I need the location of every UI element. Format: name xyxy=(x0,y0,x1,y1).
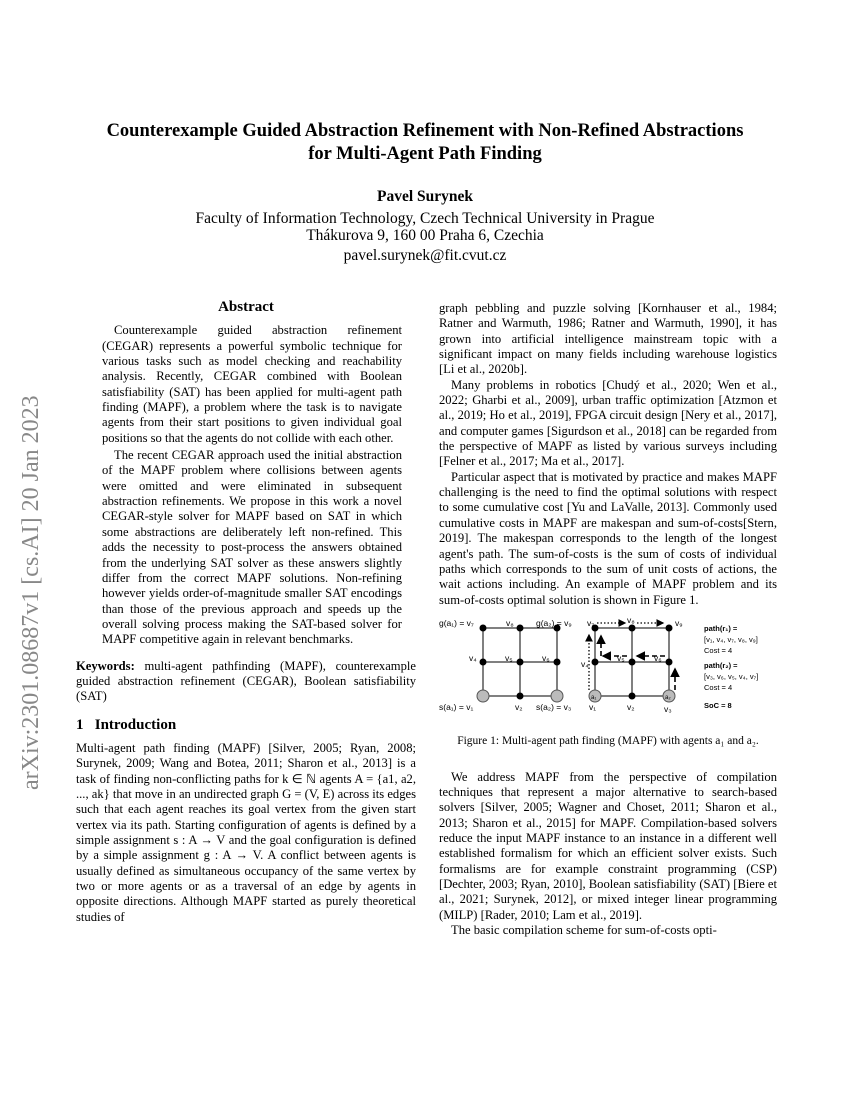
v5-left: v₅ xyxy=(505,652,513,663)
v2-left: v₂ xyxy=(515,701,523,712)
agent-a2-label: a₂ xyxy=(665,694,671,701)
author-name: Pavel Surynek xyxy=(376,188,474,205)
author-email[interactable]: pavel.surynek@fit.cvut.cz xyxy=(343,247,507,264)
path-r1-label: path(r₁) = xyxy=(704,623,738,633)
title-line-1: Counterexample Guided Abstraction Refinement with Non-Refined Abstractions xyxy=(106,121,744,141)
section-number: 1 xyxy=(76,716,84,733)
keywords xyxy=(76,659,416,705)
abstract-paragraph-2: The recent CEGAR approach used the initial abstraction of the MAPF problem where collisions between agents were omitted and were eliminated in subsequent abstraction refinements. We propose in this work a novel CEGAR-style solver for MAPF based on SAT in which some abstractions are deliberately left non-refined. This adds the necessity to post-process the answers obtained from the underlying SAT solver as these answers slightly differ from the correct MAPF solutions. Non-refining however yields order-of-magnitude smaller SAT encodings than those of the previous approach and speeds up the overall solving process making the SAT-based solver for MAPF competitive again in relevant benchmarks. xyxy=(102,448,402,647)
v2-right: v₂ xyxy=(627,701,635,712)
section-heading xyxy=(76,718,416,733)
abstract-body xyxy=(102,323,402,647)
abstract-paragraph-1: Counterexample guided abstraction refinement (CEGAR) represents a powerful symbolic technique for various tasks such as model checking and reachability analysis. Recently, CEGAR combined with Boolean satisfiability (SAT) has been applied for multi-agent path finding (MAPF), a problem where the task is to navigate agents from their start positions to given individual goal positions so that the agents do not collide with each other. xyxy=(102,323,402,445)
agent-a1-start xyxy=(477,690,489,702)
right-paragraph-5: The basic compilation scheme for sum-of-costs opti- xyxy=(451,923,717,937)
agent-a1-label: a₁ xyxy=(591,694,597,701)
left-column xyxy=(76,300,416,925)
title-line-2: for Multi-Agent Path Finding xyxy=(308,144,542,164)
v8-left: v₈ xyxy=(506,617,514,628)
affiliation-line-1: Faculty of Information Technology, Czech Technical University in Prague xyxy=(195,210,655,227)
path-r1-cost: Cost = 4 xyxy=(704,645,733,655)
affiliation xyxy=(60,210,790,264)
arxiv-identifier xyxy=(6,310,50,790)
v9-right: v₉ xyxy=(675,617,683,628)
right-column xyxy=(439,301,777,938)
figure-1-mapf-diagram xyxy=(439,618,777,718)
v7-right: v₇ xyxy=(587,617,595,628)
path-a2-arrows xyxy=(601,636,675,690)
path-r2-label: path(r₂) = xyxy=(704,660,738,670)
v5-right: v₅ xyxy=(617,652,625,663)
v6-left: v₆ xyxy=(542,652,550,663)
path-r2-cost: Cost = 4 xyxy=(704,682,733,692)
v3-right: v₃ xyxy=(664,703,672,714)
goal-a2-label: g(a₂) = v₉ xyxy=(536,617,572,628)
v1-right: v₁ xyxy=(589,701,597,712)
start-a1-label: s(a₁) = v₁ xyxy=(439,701,474,712)
paper-title xyxy=(60,120,790,166)
sum-of-costs: SoC = 8 xyxy=(704,700,732,710)
section-title: Introduction xyxy=(94,716,177,733)
arxiv-id-text: arXiv:2301.08687v1 [cs.AI] 20 Jan 2023 xyxy=(18,395,44,790)
figure-1-caption: Figure 1: Multi-agent path finding (MAPF) with agents a₁ and a₂. xyxy=(457,735,759,748)
keywords-label: Keywords: xyxy=(76,658,135,673)
abstract-heading: Abstract xyxy=(218,299,274,315)
path-r1-value: [v₁, v₄, v₇, v₈, v₉] xyxy=(704,634,758,644)
v8-right: v₈ xyxy=(627,617,635,625)
intro-paragraph-1: Multi-agent path finding (MAPF) [Silver, 2005; Ryan, 2008; Surynek, 2009; Wang and Botea, 2011; Sharon et al., 2013] is a task of finding non-conflicting paths for k ∈ ℕ agents A = {a1, a2, ..., ak} that move in an undirected graph G = (V, E) across its edges such that each agent reaches its goal vertex from the given start vertex via its path. Starting configuration of agents is defined by a simple assignment s : A → V and the goal configuration is defined by a simple assignment g : A → V. A conflict between agents is usually defined as simultaneous occupancy of the same vertex by two or more agents or as a traversal of an edge by agents in opposite directions. Although MAPF started as purely theoretical studies of xyxy=(76,740,416,924)
v6-right: v₆ xyxy=(654,652,662,663)
right-paragraph-1: graph pebbling and puzzle solving [Kornhauser et al., 1984; Ratner and Warmuth, 1986; Ratner and Warmuth, 1990], it has grown into artificial intelligence mainstream topic with a significant impact on many fields including warehouse logistics [Li et al., 2020b]. xyxy=(439,301,777,377)
keywords-text: multi-agent pathfinding (MAPF), counterexample guided abstraction refinement (CEGAR), Boolean satisfiability (SAT) xyxy=(76,658,416,704)
goal-a1-label: g(a₁) = v₇ xyxy=(439,617,474,628)
path-r2-value: [v₃, v₆, v₅, v₄, v₇] xyxy=(704,671,759,681)
v4-left: v₄ xyxy=(469,652,477,663)
v4-right: v₄ xyxy=(581,658,589,669)
right-paragraph-2: Many problems in robotics [Chudý et al., 2020; Wen et al., 2022; Gharbi et al., 2009], urban traffic optimization [Atzmon et al., 2019; Ho et al., 2019], FPGA circuit design [Nery et al., 2017], and computer games [Sigurdson et al., 2018] can be regarded from the perspective of MAPF as listed by various surveys including [Felner et al., 2017; Ma et al., 2017]. xyxy=(439,377,777,469)
agent-a2-start xyxy=(551,690,563,702)
start-a2-label: s(a₂) = v₃ xyxy=(536,701,572,712)
right-paragraph-3: Particular aspect that is motivated by practice and makes MAPF challenging is the need to find the optimal solutions with respect to some cumulative cost [Yu and LaValle, 2013]. Commonly used cumulative costs in MAPF are makespan and sum-of-costs[Stern, 2019]. The makespan corresponds to the length of the longest agent's path. The sum-of-costs is the sum of costs of individual paths which corresponds to the sum of unit costs of actions, the wait actions including. An example of MAPF problem and its sum-of-costs optimal solution is shown in Figure 1. xyxy=(439,469,777,607)
right-paragraph-4: We address MAPF from the perspective of compilation techniques that represent a major alternative to search-based solvers [Silver, 2005; Wagner and Choset, 2011; Sharon et al., 2013; Sharon et al., 2015] for MAPF. Compilation-based solvers reduce the input MAPF instance to an instance in a different well established formalism for which an efficient solver exists. Such formalisms are for example constraint programming (CSP) [Dechter, 2003; Ryan, 2010], Boolean satisfiability (SAT) [Biere et al., 2021; Surynek, 2012], or mixed integer linear programming (MILP) [Rader, 2010; Lam et al., 2019]. xyxy=(439,769,777,922)
affiliation-line-2: Thákurova 9, 160 00 Praha 6, Czechia xyxy=(306,227,544,244)
